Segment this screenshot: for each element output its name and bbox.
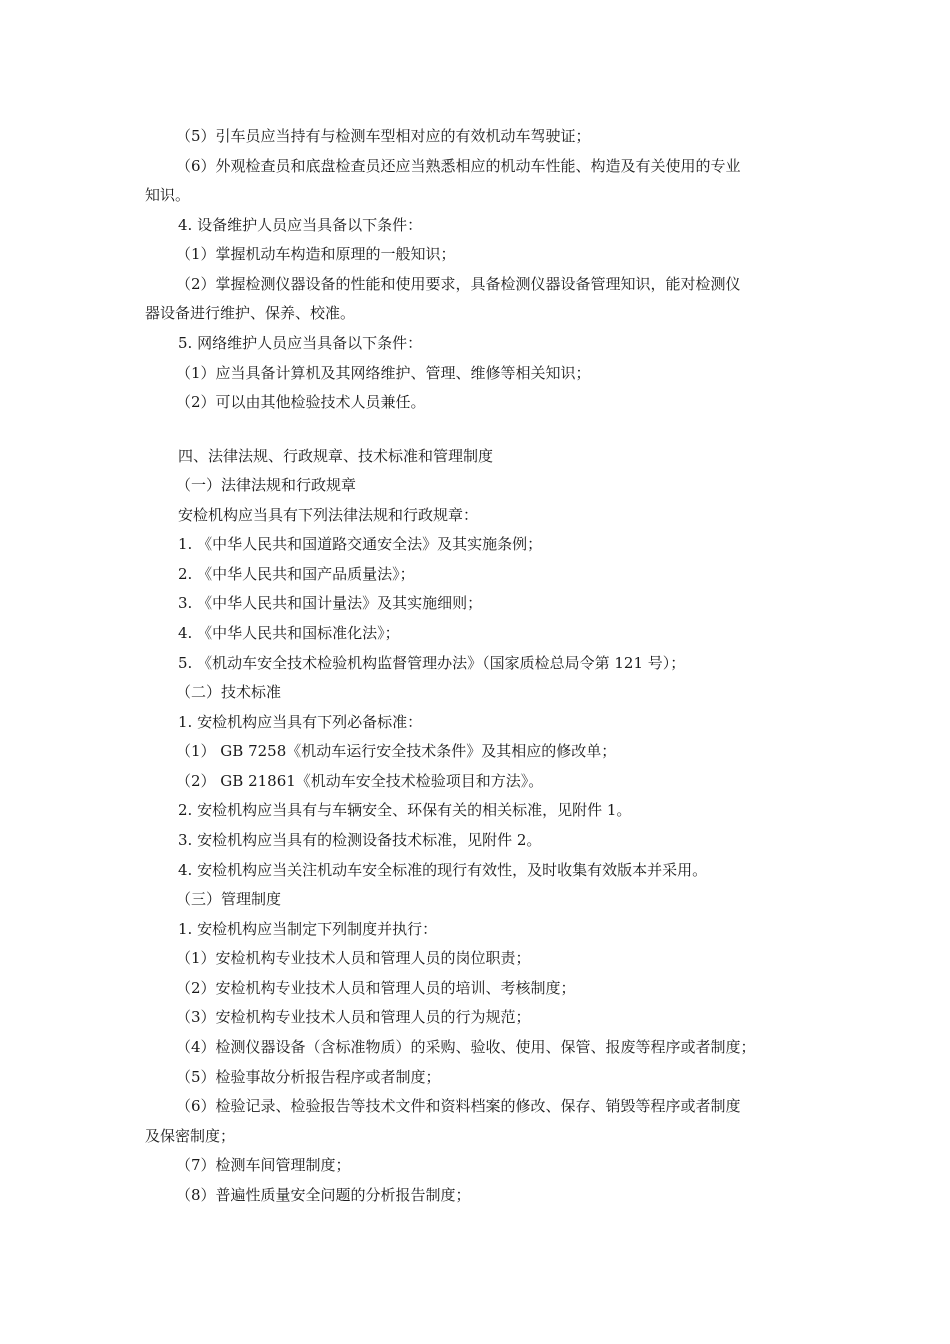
text-line: （5）检验事故分析报告程序或者制度； bbox=[176, 1068, 441, 1086]
text-line: 2. 安检机构应当具有与车辆安全、环保有关的相关标准，见附件 1。 bbox=[178, 801, 632, 819]
subsection-heading: （二）技术标准 bbox=[176, 683, 282, 701]
text-line: （1） GB 7258《机动车运行安全技术条件》及其相应的修改单； bbox=[176, 742, 617, 760]
text-line: （4）检测仪器设备（含标准物质）的采购、验收、使用、保管、报废等程序或者制度； bbox=[176, 1038, 756, 1056]
text-line: （6）检验记录、检验报告等技术文件和资料档案的修改、保存、销毁等程序或者制度 bbox=[176, 1097, 741, 1115]
text-line: 1. 《中华人民共和国道路交通安全法》及其实施条例； bbox=[178, 535, 543, 553]
text-line: 知识。 bbox=[145, 186, 191, 204]
text-line: 1. 安检机构应当制定下列制度并执行： bbox=[178, 920, 438, 938]
text-line: 5. 网络维护人员应当具备以下条件： bbox=[178, 334, 423, 352]
text-line: 3. 安检机构应当具有的检测设备技术标准，见附件 2。 bbox=[178, 831, 542, 849]
text-line: （2） GB 21861《机动车安全技术检验项目和方法》。 bbox=[176, 772, 544, 790]
text-line: 1. 安检机构应当具有下列必备标准： bbox=[178, 713, 423, 731]
text-line: （6）外观检查员和底盘检查员还应当熟悉相应的机动车性能、构造及有关使用的专业 bbox=[176, 157, 741, 175]
text-line: （2）掌握检测仪器设备的性能和使用要求，具备检测仪器设备管理知识，能对检测仪 bbox=[176, 275, 741, 293]
text-line: （8）普遍性质量安全问题的分析报告制度； bbox=[176, 1186, 471, 1204]
text-line: 4. 设备维护人员应当具备以下条件： bbox=[178, 216, 423, 234]
subsection-heading: （一）法律法规和行政规章 bbox=[176, 476, 357, 494]
text-line: 器设备进行维护、保养、校准。 bbox=[145, 304, 356, 322]
text-line: （2）安检机构专业技术人员和管理人员的培训、考核制度； bbox=[176, 979, 576, 997]
text-line: 5. 《机动车安全技术检验机构监督管理办法》（国家质检总局令第 121 号）； bbox=[178, 654, 686, 672]
section-heading: 四、法律法规、行政规章、技术标准和管理制度 bbox=[178, 447, 494, 465]
text-line: （5）引车员应当持有与检测车型相对应的有效机动车驾驶证； bbox=[176, 127, 591, 145]
subsection-heading: （三）管理制度 bbox=[176, 890, 282, 908]
text-line: （1）应当具备计算机及其网络维护、管理、维修等相关知识； bbox=[176, 364, 591, 382]
text-line: （3）安检机构专业技术人员和管理人员的行为规范； bbox=[176, 1008, 531, 1026]
text-line: （1）掌握机动车构造和原理的一般知识； bbox=[176, 245, 456, 263]
text-line: 3. 《中华人民共和国计量法》及其实施细则； bbox=[178, 594, 483, 612]
text-line: （1）安检机构专业技术人员和管理人员的岗位职责； bbox=[176, 949, 531, 967]
text-line: 4. 安检机构应当关注机动车安全标准的现行有效性，及时收集有效版本并采用。 bbox=[178, 861, 708, 879]
text-line: （2）可以由其他检验技术人员兼任。 bbox=[176, 393, 426, 411]
text-line: 4. 《中华人民共和国标准化法》； bbox=[178, 624, 400, 642]
text-line: 安检机构应当具有下列法律法规和行政规章： bbox=[178, 506, 479, 524]
text-line: （7）检测车间管理制度； bbox=[176, 1156, 351, 1174]
text-line: 2. 《中华人民共和国产品质量法》； bbox=[178, 565, 415, 583]
text-line: 及保密制度； bbox=[145, 1127, 236, 1145]
